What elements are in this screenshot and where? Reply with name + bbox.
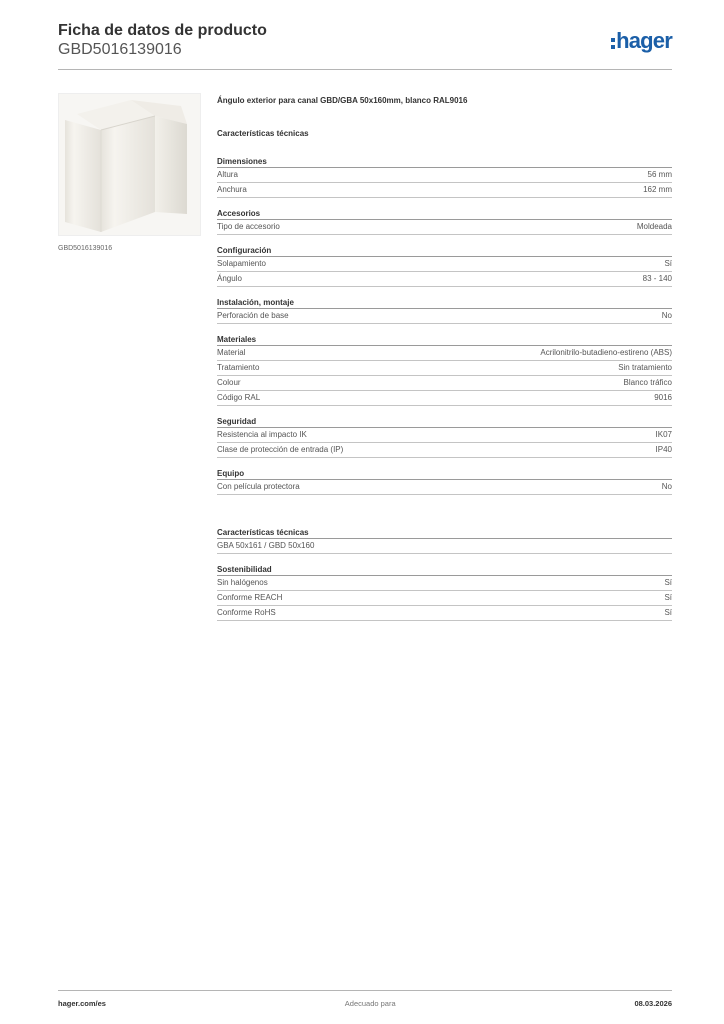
page-footer [58, 990, 672, 1008]
spec-row [217, 183, 672, 198]
spec-row [217, 272, 672, 287]
spec-group-sostenibilidad [217, 563, 672, 621]
spec-label: Conforme RoHS [217, 608, 276, 617]
spec-row [217, 606, 672, 621]
spec-group-configuracion [217, 244, 672, 287]
spec-row [217, 443, 672, 458]
image-caption: GBD5016139016 [58, 245, 113, 252]
spec-group-equipo [217, 467, 672, 495]
spec-value: Sin tratamiento [618, 363, 672, 372]
group-title: Equipo [217, 467, 672, 480]
logo-dots-icon [611, 38, 615, 49]
spec-row [217, 591, 672, 606]
group-title: Sostenibilidad [217, 563, 672, 576]
spec-label: Con película protectora [217, 482, 300, 491]
spec-label: Colour [217, 378, 241, 387]
footer-date: 08.03.2026 [634, 999, 672, 1008]
spec-value: Sí [664, 259, 672, 268]
spec-label: Solapamiento [217, 259, 266, 268]
group-title: Instalación, montaje [217, 296, 672, 309]
group-title: Seguridad [217, 415, 672, 428]
spec-row [217, 361, 672, 376]
group-title: Materiales [217, 333, 672, 346]
spec-label: Material [217, 348, 246, 357]
spec-row [217, 391, 672, 406]
spec-row [217, 480, 672, 495]
group-title: Accesorios [217, 207, 672, 220]
spec-value: Sí [664, 578, 672, 587]
spec-row [217, 376, 672, 391]
section-heading: Características técnicas [217, 129, 309, 138]
footer-website-link[interactable]: hager.com/es [58, 999, 106, 1008]
spec-group-materiales [217, 333, 672, 406]
spec-row [217, 257, 672, 272]
hager-logo [611, 28, 672, 54]
spec-group-dimensiones [217, 155, 672, 198]
spec-label: Altura [217, 170, 238, 179]
spec-value: Blanco tráfico [623, 378, 672, 387]
spec-value: IP40 [655, 445, 672, 454]
spec-label: Conforme REACH [217, 593, 283, 602]
spec-group-instalacion [217, 296, 672, 324]
logo-text: hager [616, 28, 672, 53]
spec-value: 9016 [654, 393, 672, 402]
product-specs [217, 96, 672, 630]
spec-row [217, 346, 672, 361]
spec-value: Acrilonitrilo-butadieno-estireno (ABS) [540, 348, 672, 357]
page-header [58, 22, 672, 70]
spec-row [217, 168, 672, 183]
spec-row [217, 220, 672, 235]
spec-group-seguridad [217, 415, 672, 458]
spec-label: GBA 50x161 / GBD 50x160 [217, 541, 315, 550]
spec-value: 83 - 140 [642, 274, 672, 283]
product-image [58, 93, 201, 236]
group-title: Configuración [217, 244, 672, 257]
product-code: GBD5016139016 [58, 41, 182, 58]
spec-group-accesorios [217, 207, 672, 235]
spec-label: Anchura [217, 185, 247, 194]
group-title: Características técnicas [217, 526, 672, 539]
document-title: Ficha de datos de producto [58, 22, 267, 39]
spec-row [217, 428, 672, 443]
spec-value: No [661, 311, 672, 320]
product-title: Ángulo exterior para canal GBD/GBA 50x160mm, blanco RAL9016 [217, 96, 468, 105]
footer-note: Adecuado para [344, 999, 396, 1008]
spec-label: Código RAL [217, 393, 261, 402]
spec-group-caracteristicas [217, 526, 672, 554]
spec-label: Sin halógenos [217, 578, 268, 587]
spec-label: Tipo de accesorio [217, 222, 280, 231]
spec-value: Sí [664, 608, 672, 617]
spec-value: 56 mm [647, 170, 672, 179]
spec-value: Moldeada [636, 222, 672, 231]
spec-value: Sí [664, 593, 672, 602]
spec-label: Perforación de base [217, 311, 289, 320]
spec-row [217, 576, 672, 591]
angle-piece-illustration [59, 94, 202, 237]
spec-value: 162 mm [643, 185, 672, 194]
spec-row [217, 309, 672, 324]
group-title: Dimensiones [217, 155, 672, 168]
spec-label: Clase de protección de entrada (IP) [217, 445, 344, 454]
spec-label: Tratamiento [217, 363, 260, 372]
spec-row [217, 539, 672, 554]
spec-value: IK07 [655, 430, 672, 439]
spec-value: No [661, 482, 672, 491]
spec-label: Resistencia al impacto IK [217, 430, 307, 439]
spec-label: Ángulo [217, 274, 242, 283]
